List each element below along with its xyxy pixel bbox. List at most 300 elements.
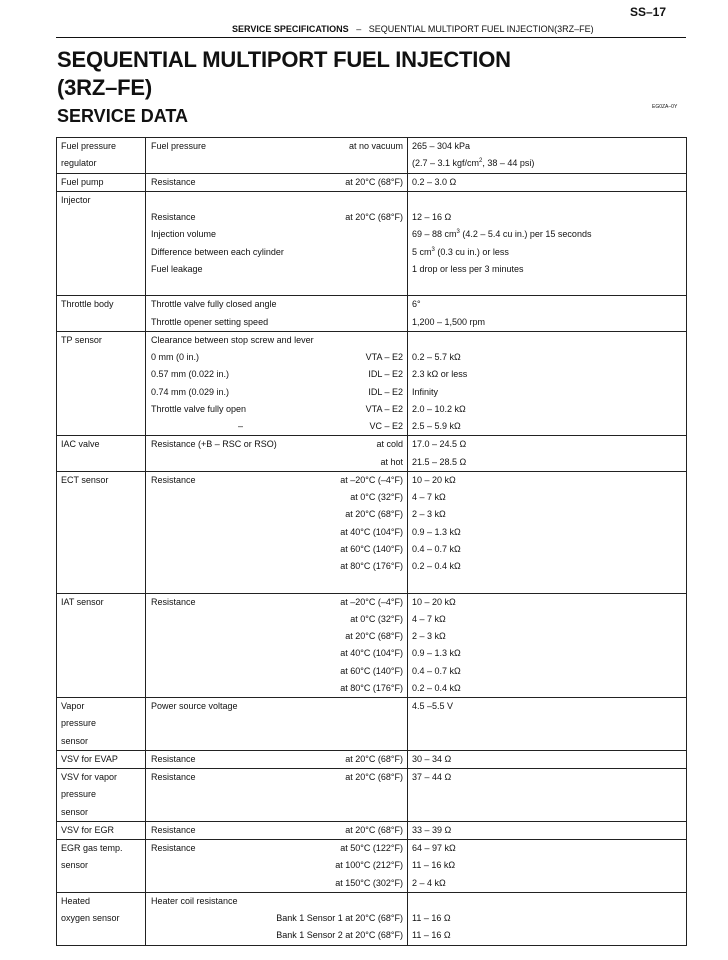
table-row <box>57 191 687 209</box>
table-row <box>57 857 687 874</box>
specification-cell <box>408 296 687 314</box>
component-name-cell <box>57 454 146 472</box>
table-row <box>57 384 687 401</box>
specification-cell <box>408 715 687 732</box>
test-condition: at 80°C (176°F) <box>340 682 403 693</box>
component-name: IAT sensor <box>61 596 104 607</box>
specification-value-part: 5 cm <box>412 246 432 257</box>
parameter-label: Throttle valve fully open <box>151 403 247 414</box>
parameter-cell <box>146 769 408 787</box>
specification-value <box>412 192 686 209</box>
specification-value: 2 – 3 kΩ <box>412 631 446 641</box>
table-row <box>57 558 687 575</box>
component-name <box>61 384 145 401</box>
specification-cell <box>408 155 687 173</box>
component-name-cell <box>57 209 146 226</box>
component-name-cell <box>57 840 146 858</box>
test-condition: at 150°C (302°F) <box>335 877 403 888</box>
component-name: pressure <box>61 718 97 729</box>
specification-value <box>412 244 686 261</box>
component-name <box>61 541 145 558</box>
table-row <box>57 875 687 893</box>
component-name-cell <box>57 366 146 383</box>
specification-value <box>412 226 686 243</box>
table-row <box>57 628 687 645</box>
component-name: VSV for vapor <box>61 772 118 782</box>
specification-value: 0.9 – 1.3 kΩ <box>412 648 461 659</box>
parameter-cell <box>146 821 408 839</box>
component-name-cell <box>57 296 146 314</box>
specification-cell <box>408 261 687 278</box>
component-name <box>61 418 145 435</box>
specification-cell <box>408 786 687 803</box>
component-name: IAC valve <box>61 439 100 450</box>
component-name <box>61 278 145 295</box>
test-condition: VC – E2 <box>369 421 403 431</box>
specification-value <box>412 804 686 821</box>
table-row <box>57 663 687 680</box>
specification-value: 4 – 7 kΩ <box>412 613 446 624</box>
parameter-cell <box>146 927 408 945</box>
table-row <box>57 821 687 839</box>
component-name-cell <box>57 892 146 910</box>
specification-cell <box>408 750 687 768</box>
running-head-separator: – <box>356 24 362 34</box>
specification-cell <box>408 471 687 489</box>
test-condition: at 20°C (68°F) <box>345 772 403 782</box>
parameter-label: Throttle opener setting speed <box>151 316 269 327</box>
table-row <box>57 173 687 191</box>
component-name: pressure <box>61 789 97 800</box>
specification-cell <box>408 349 687 366</box>
specification-value <box>412 278 686 295</box>
test-condition: at 20°C (68°F) <box>345 824 403 835</box>
component-name-cell <box>57 418 146 436</box>
component-name <box>61 575 145 592</box>
test-condition: at 20°C (68°F) <box>345 176 403 187</box>
test-condition: at –20°C (–4°F) <box>340 474 403 485</box>
specification-value: 37 – 44 Ω <box>412 772 452 782</box>
test-condition: VTA – E2 <box>365 352 403 362</box>
parameter-label: Injection volume <box>151 229 217 240</box>
specification-value: 11 – 16 kΩ <box>412 860 456 871</box>
table-row <box>57 733 687 751</box>
specification-value: 6° <box>412 299 421 310</box>
table-row <box>57 769 687 787</box>
test-condition: at cold <box>376 439 403 450</box>
specification-cell <box>408 575 687 593</box>
parameter-label: Resistance <box>151 772 196 782</box>
test-condition: Bank 1 Sensor 1 at 20°C (68°F) <box>276 913 403 923</box>
parameter-cell <box>146 857 408 874</box>
parameter-cell <box>146 418 408 436</box>
component-name-cell <box>57 506 146 523</box>
component-name: sensor <box>61 860 89 871</box>
parameter-cell <box>146 314 408 332</box>
component-name: ECT sensor <box>61 474 109 485</box>
specification-cell <box>408 401 687 418</box>
parameter-cell <box>146 366 408 383</box>
parameter-label: – <box>238 421 244 431</box>
test-condition: at 0°C (32°F) <box>350 492 403 502</box>
table-row <box>57 226 687 243</box>
component-name-cell <box>57 138 146 156</box>
component-name-cell <box>57 875 146 893</box>
parameter-label: Resistance <box>151 753 196 764</box>
parameter-label: Difference between each cylinder <box>151 246 284 257</box>
table-row <box>57 489 687 506</box>
table-row <box>57 138 687 156</box>
page-title-line-2: (3RZ–FE) <box>57 75 152 100</box>
table-row <box>57 575 687 593</box>
specification-cell <box>408 138 687 156</box>
table-row <box>57 541 687 558</box>
parameter-cell <box>146 454 408 472</box>
component-name-cell <box>57 698 146 716</box>
specification-value <box>412 893 686 910</box>
page-number: SS–17 <box>630 5 667 19</box>
table-row <box>57 401 687 418</box>
component-name-cell <box>57 715 146 732</box>
component-name-cell <box>57 331 146 349</box>
table-row <box>57 331 687 349</box>
component-name: EGR gas temp. <box>61 843 123 853</box>
parameter-cell <box>146 663 408 680</box>
component-name <box>61 454 145 471</box>
specification-value: 2.3 kΩ or less <box>412 369 468 380</box>
page-title <box>57 46 511 102</box>
specification-value <box>412 332 686 349</box>
parameter-label: Throttle valve fully closed angle <box>151 299 277 310</box>
component-name-cell <box>57 349 146 366</box>
component-name-cell <box>57 821 146 839</box>
test-condition: at –20°C (–4°F) <box>340 596 403 607</box>
component-name: TP sensor <box>61 334 102 345</box>
component-name-cell <box>57 857 146 874</box>
table-row <box>57 593 687 611</box>
parameter-cell <box>146 575 408 593</box>
component-name-cell <box>57 541 146 558</box>
test-condition: at 80°C (176°F) <box>340 561 403 571</box>
specification-value: 0.9 – 1.3 kΩ <box>412 526 461 537</box>
table-row <box>57 611 687 628</box>
parameter-label: Fuel leakage <box>151 263 203 274</box>
section-title: SERVICE DATA <box>57 106 189 126</box>
table-row <box>57 892 687 910</box>
parameter-cell <box>146 875 408 893</box>
specification-value-part: (0.3 cu in.) or less <box>434 246 509 257</box>
parameter-label: Resistance <box>151 824 196 835</box>
parameter-cell <box>146 645 408 662</box>
parameter-cell <box>146 436 408 454</box>
specification-cell <box>408 524 687 541</box>
component-name <box>61 628 145 645</box>
specification-value: 11 – 16 Ω <box>412 913 451 923</box>
component-name-cell <box>57 155 146 173</box>
parameter-cell <box>146 680 408 698</box>
component-name-cell <box>57 733 146 751</box>
specification-cell <box>408 366 687 383</box>
specification-value: 4 – 7 kΩ <box>412 492 446 502</box>
component-name: sensor <box>61 806 89 817</box>
test-condition: at 100°C (212°F) <box>335 860 403 871</box>
component-name: VSV for EGR <box>61 824 115 835</box>
specification-value <box>412 786 686 803</box>
component-name: Fuel pressure <box>61 141 117 151</box>
parameter-cell <box>146 155 408 173</box>
parameter-label: Resistance <box>151 596 196 607</box>
running-head-section: SERVICE SPECIFICATIONS <box>232 24 349 34</box>
component-name <box>61 244 145 261</box>
component-name <box>61 314 145 331</box>
parameter-cell <box>146 261 408 278</box>
parameter-cell <box>146 401 408 418</box>
specification-value: 0.4 – 0.7 kΩ <box>412 665 461 676</box>
specification-cell <box>408 558 687 575</box>
specification-value: 17.0 – 24.5 Ω <box>412 439 467 450</box>
specification-cell <box>408 418 687 436</box>
component-name <box>61 209 145 226</box>
component-name <box>61 663 145 680</box>
component-name-cell <box>57 436 146 454</box>
component-name: Fuel pump <box>61 176 104 187</box>
component-name: Vapor <box>61 701 85 711</box>
component-name-cell <box>57 927 146 945</box>
document-code: EG0ZA–0Y <box>652 104 678 110</box>
parameter-cell <box>146 733 408 751</box>
table-row <box>57 786 687 803</box>
component-name-cell <box>57 750 146 768</box>
parameter-label: 0.74 mm (0.029 in.) <box>151 386 230 397</box>
specification-cell <box>408 173 687 191</box>
specification-value-part: , 38 – 44 psi) <box>482 158 535 169</box>
component-name-cell <box>57 524 146 541</box>
specification-value: 265 – 304 kPa <box>412 141 471 151</box>
parameter-cell <box>146 138 408 156</box>
specification-value: 11 – 16 Ω <box>412 930 451 941</box>
test-condition: Bank 1 Sensor 2 at 20°C (68°F) <box>276 930 403 941</box>
specification-cell <box>408 733 687 751</box>
specification-cell <box>408 857 687 874</box>
component-name <box>61 401 145 418</box>
parameter-cell <box>146 506 408 523</box>
specification-cell <box>408 910 687 927</box>
table-row <box>57 698 687 716</box>
test-condition: IDL – E2 <box>368 369 403 380</box>
table-row <box>57 244 687 261</box>
component-name-cell <box>57 910 146 927</box>
component-name: VSV for EVAP <box>61 753 118 764</box>
component-name <box>61 680 145 697</box>
component-name <box>61 261 145 278</box>
parameter-cell <box>146 471 408 489</box>
specification-cell <box>408 611 687 628</box>
parameter-cell <box>146 840 408 858</box>
table-row <box>57 645 687 662</box>
table-row <box>57 261 687 278</box>
component-name-cell <box>57 645 146 662</box>
test-condition: at 60°C (140°F) <box>340 665 403 676</box>
parameter-label: Resistance <box>151 212 196 222</box>
specification-value <box>412 733 686 750</box>
component-name-cell <box>57 558 146 575</box>
specification-value: 0.2 – 3.0 Ω <box>412 176 457 187</box>
component-name: oxygen sensor <box>61 913 120 923</box>
running-head-topic: SEQUENTIAL MULTIPORT FUEL INJECTION(3RZ–FE) <box>368 24 594 34</box>
table-row <box>57 840 687 858</box>
parameter-cell <box>146 558 408 575</box>
component-name <box>61 524 145 541</box>
specification-superscript: 2 <box>479 158 483 165</box>
parameter-cell <box>146 489 408 506</box>
component-name-cell <box>57 663 146 680</box>
parameter-cell <box>146 191 408 209</box>
specification-value: 64 – 97 kΩ <box>412 843 456 853</box>
table-row <box>57 436 687 454</box>
specification-cell <box>408 331 687 349</box>
table-row <box>57 471 687 489</box>
specification-value: 2.5 – 5.9 kΩ <box>412 421 461 431</box>
component-name-cell <box>57 680 146 698</box>
parameter-cell <box>146 698 408 716</box>
component-name-cell <box>57 769 146 787</box>
table-row <box>57 804 687 822</box>
parameter-cell <box>146 541 408 558</box>
specification-cell <box>408 226 687 243</box>
component-name-cell <box>57 278 146 296</box>
specification-cell <box>408 680 687 698</box>
specification-value: 2 – 3 kΩ <box>412 509 446 520</box>
parameter-label: Resistance <box>151 176 196 187</box>
specification-value: 1 drop or less per 3 minutes <box>412 263 524 274</box>
component-name-cell <box>57 593 146 611</box>
table-row <box>57 314 687 332</box>
component-name: Injector <box>61 194 91 205</box>
component-name-cell <box>57 244 146 261</box>
test-condition: at 20°C (68°F) <box>345 212 403 222</box>
specification-value <box>412 575 686 592</box>
specification-superscript: 3 <box>431 246 435 253</box>
component-name <box>61 611 145 628</box>
parameter-cell <box>146 278 408 296</box>
component-name-cell <box>57 804 146 822</box>
specification-cell <box>408 489 687 506</box>
running-head <box>232 24 594 34</box>
parameter-label: Power source voltage <box>151 701 238 711</box>
table-row <box>57 454 687 472</box>
specification-cell <box>408 769 687 787</box>
parameter-cell <box>146 715 408 732</box>
table-row <box>57 715 687 732</box>
parameter-cell <box>146 910 408 927</box>
service-data-table-body <box>57 138 687 946</box>
specification-cell <box>408 892 687 910</box>
specification-value: 12 – 16 Ω <box>412 212 452 222</box>
table-row <box>57 506 687 523</box>
table-row <box>57 524 687 541</box>
specification-cell <box>408 454 687 472</box>
parameter-cell <box>146 804 408 822</box>
table-row <box>57 750 687 768</box>
parameter-cell <box>146 349 408 366</box>
parameter-label: Resistance <box>151 474 196 485</box>
parameter-cell <box>146 209 408 226</box>
component-name-cell <box>57 628 146 645</box>
component-name <box>61 366 145 383</box>
table-row <box>57 680 687 698</box>
test-condition: at 60°C (140°F) <box>340 543 403 554</box>
table-row <box>57 278 687 296</box>
table-row <box>57 366 687 383</box>
specification-cell <box>408 663 687 680</box>
component-name <box>61 349 145 366</box>
specification-value: 21.5 – 28.5 Ω <box>412 456 467 467</box>
component-name: Throttle body <box>61 299 114 310</box>
parameter-cell <box>146 611 408 628</box>
component-name <box>61 506 145 523</box>
parameter-label: Resistance <box>151 843 196 853</box>
specification-cell <box>408 506 687 523</box>
service-data-table <box>56 137 687 946</box>
component-name-cell <box>57 226 146 243</box>
specification-value: 33 – 39 Ω <box>412 824 452 835</box>
specification-value: 0.2 – 5.7 kΩ <box>412 352 461 362</box>
parameter-cell <box>146 786 408 803</box>
component-name <box>61 489 145 506</box>
specification-value <box>412 715 686 732</box>
specification-cell <box>408 927 687 945</box>
component-name-cell <box>57 471 146 489</box>
specification-value-part: 69 – 88 cm <box>412 229 457 240</box>
specification-cell <box>408 436 687 454</box>
table-row <box>57 927 687 945</box>
table-row <box>57 296 687 314</box>
parameter-label: Fuel pressure <box>151 141 207 151</box>
specification-value: 2.0 – 10.2 kΩ <box>412 403 466 414</box>
parameter-cell <box>146 628 408 645</box>
test-condition: at 50°C (122°F) <box>340 843 403 853</box>
table-row <box>57 155 687 173</box>
component-name <box>61 558 145 575</box>
test-condition: at 20°C (68°F) <box>345 631 403 641</box>
component-name <box>61 875 145 892</box>
component-name-cell <box>57 261 146 278</box>
specification-cell <box>408 278 687 296</box>
specification-value: 10 – 20 kΩ <box>412 596 456 607</box>
specification-value: 1,200 – 1,500 rpm <box>412 316 486 327</box>
specification-cell <box>408 698 687 716</box>
specification-cell <box>408 804 687 822</box>
test-condition: at 20°C (68°F) <box>345 509 403 520</box>
table-row <box>57 418 687 436</box>
specification-cell <box>408 593 687 611</box>
specification-value: 2 – 4 kΩ <box>412 877 446 888</box>
parameter-label: 0.57 mm (0.022 in.) <box>151 369 230 380</box>
component-name: Heated <box>61 895 91 906</box>
parameter-cell <box>146 244 408 261</box>
specification-value: 10 – 20 kΩ <box>412 474 456 485</box>
table-row <box>57 349 687 366</box>
specification-cell <box>408 314 687 332</box>
specification-value: 0.4 – 0.7 kΩ <box>412 543 461 554</box>
specification-cell <box>408 645 687 662</box>
component-name-cell <box>57 191 146 209</box>
specification-cell <box>408 384 687 401</box>
specification-value: Infinity <box>412 386 439 397</box>
specification-value: 30 – 34 Ω <box>412 753 452 764</box>
specification-value-part: (4.2 – 5.4 cu in.) per 15 seconds <box>459 229 592 240</box>
component-name-cell <box>57 401 146 418</box>
